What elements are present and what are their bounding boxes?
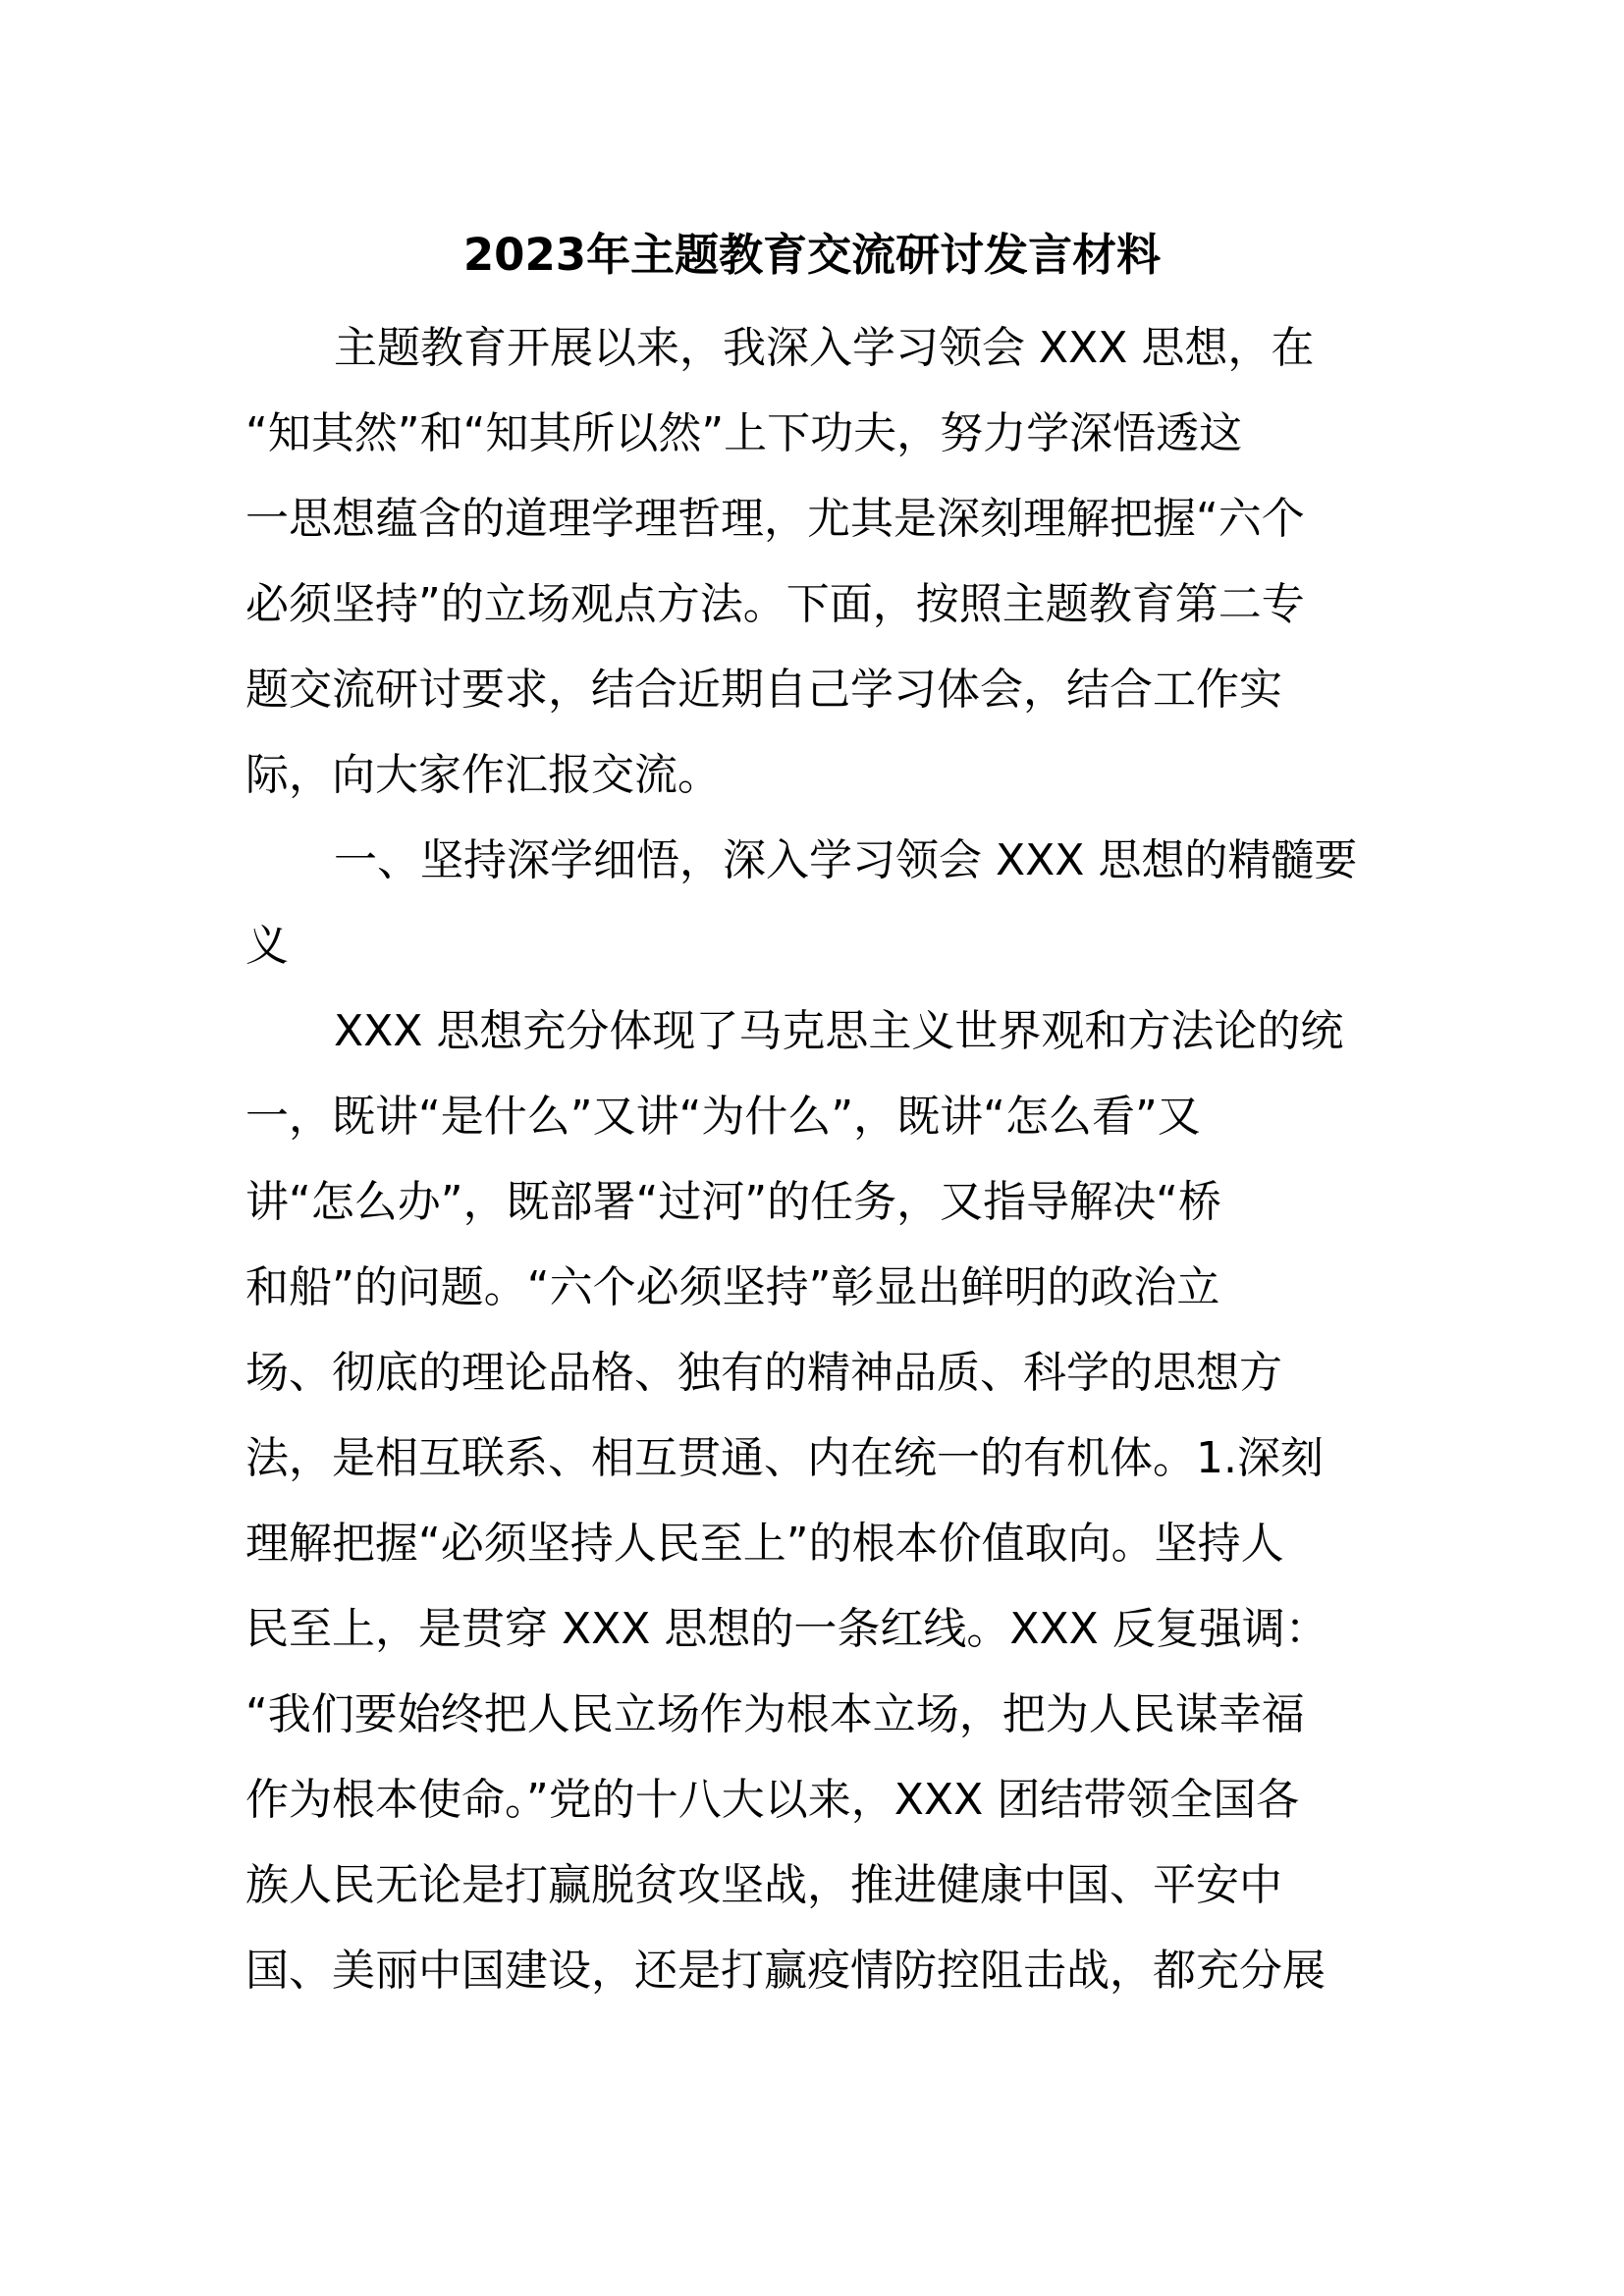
paragraph-line: 一，既讲“是什么”又讲“为什么”，既讲“怎么看”又	[245, 1092, 1201, 1142]
paragraph-line: 必须坚持”的立场观点方法。下面，按照主题教育第二专	[245, 579, 1305, 629]
paragraph-line: 场、彻底的理论品格、独有的精神品质、科学的思想方	[245, 1348, 1282, 1398]
paragraph-line: 和船”的问题。“六个必须坚持”彰显出鲜明的政治立	[245, 1262, 1220, 1312]
paragraph-line: 国、美丽中国建设，还是打赢疫情防控阻击战，都充分展	[245, 1946, 1326, 1996]
paragraph-line: “我们要始终把人民立场作为根本立场，把为人民谋幸福	[245, 1689, 1305, 1739]
section-heading-line: 义	[245, 921, 289, 971]
paragraph-line: 作为根本使命。”党的十八大以来，XXX 团结带领全国各	[245, 1775, 1300, 1825]
paragraph-line: 讲“怎么办”，既部署“过河”的任务，又指导解决“桥	[245, 1177, 1221, 1227]
paragraph-line: 主题教育开展以来，我深入学习领会 XXX 思想，在	[334, 323, 1315, 373]
paragraph-line: 理解把握“必须坚持人民至上”的根本价值取向。坚持人	[245, 1519, 1284, 1569]
paragraph-line: 族人民无论是打赢脱贫攻坚战，推进健康中国、平安中	[245, 1860, 1282, 1910]
paragraph-line: 题交流研讨要求，结合近期自己学习体会，结合工作实	[245, 665, 1282, 715]
paragraph-line: 民至上，是贯穿 XXX 思想的一条红线。XXX 反复强调：	[245, 1604, 1328, 1654]
section-heading-line: 一、坚持深学细悟，深入学习领会 XXX 思想的精髓要	[334, 835, 1358, 885]
paragraph-line: XXX 思想充分体现了马克思主义世界观和方法论的统	[334, 1006, 1344, 1056]
paragraph-line: 际，向大家作汇报交流。	[245, 750, 721, 800]
paragraph-line: 一思想蕴含的道理学理哲理，尤其是深刻理解把握“六个	[245, 494, 1305, 544]
paragraph-line: 法，是相互联系、相互贯通、内在统一的有机体。1.深刻	[245, 1433, 1324, 1483]
paragraph-line: “知其然”和“知其所以然”上下功夫，努力学深悟透这	[245, 408, 1243, 458]
document-title: 2023年主题教育交流研讨发言材料	[462, 229, 1162, 281]
